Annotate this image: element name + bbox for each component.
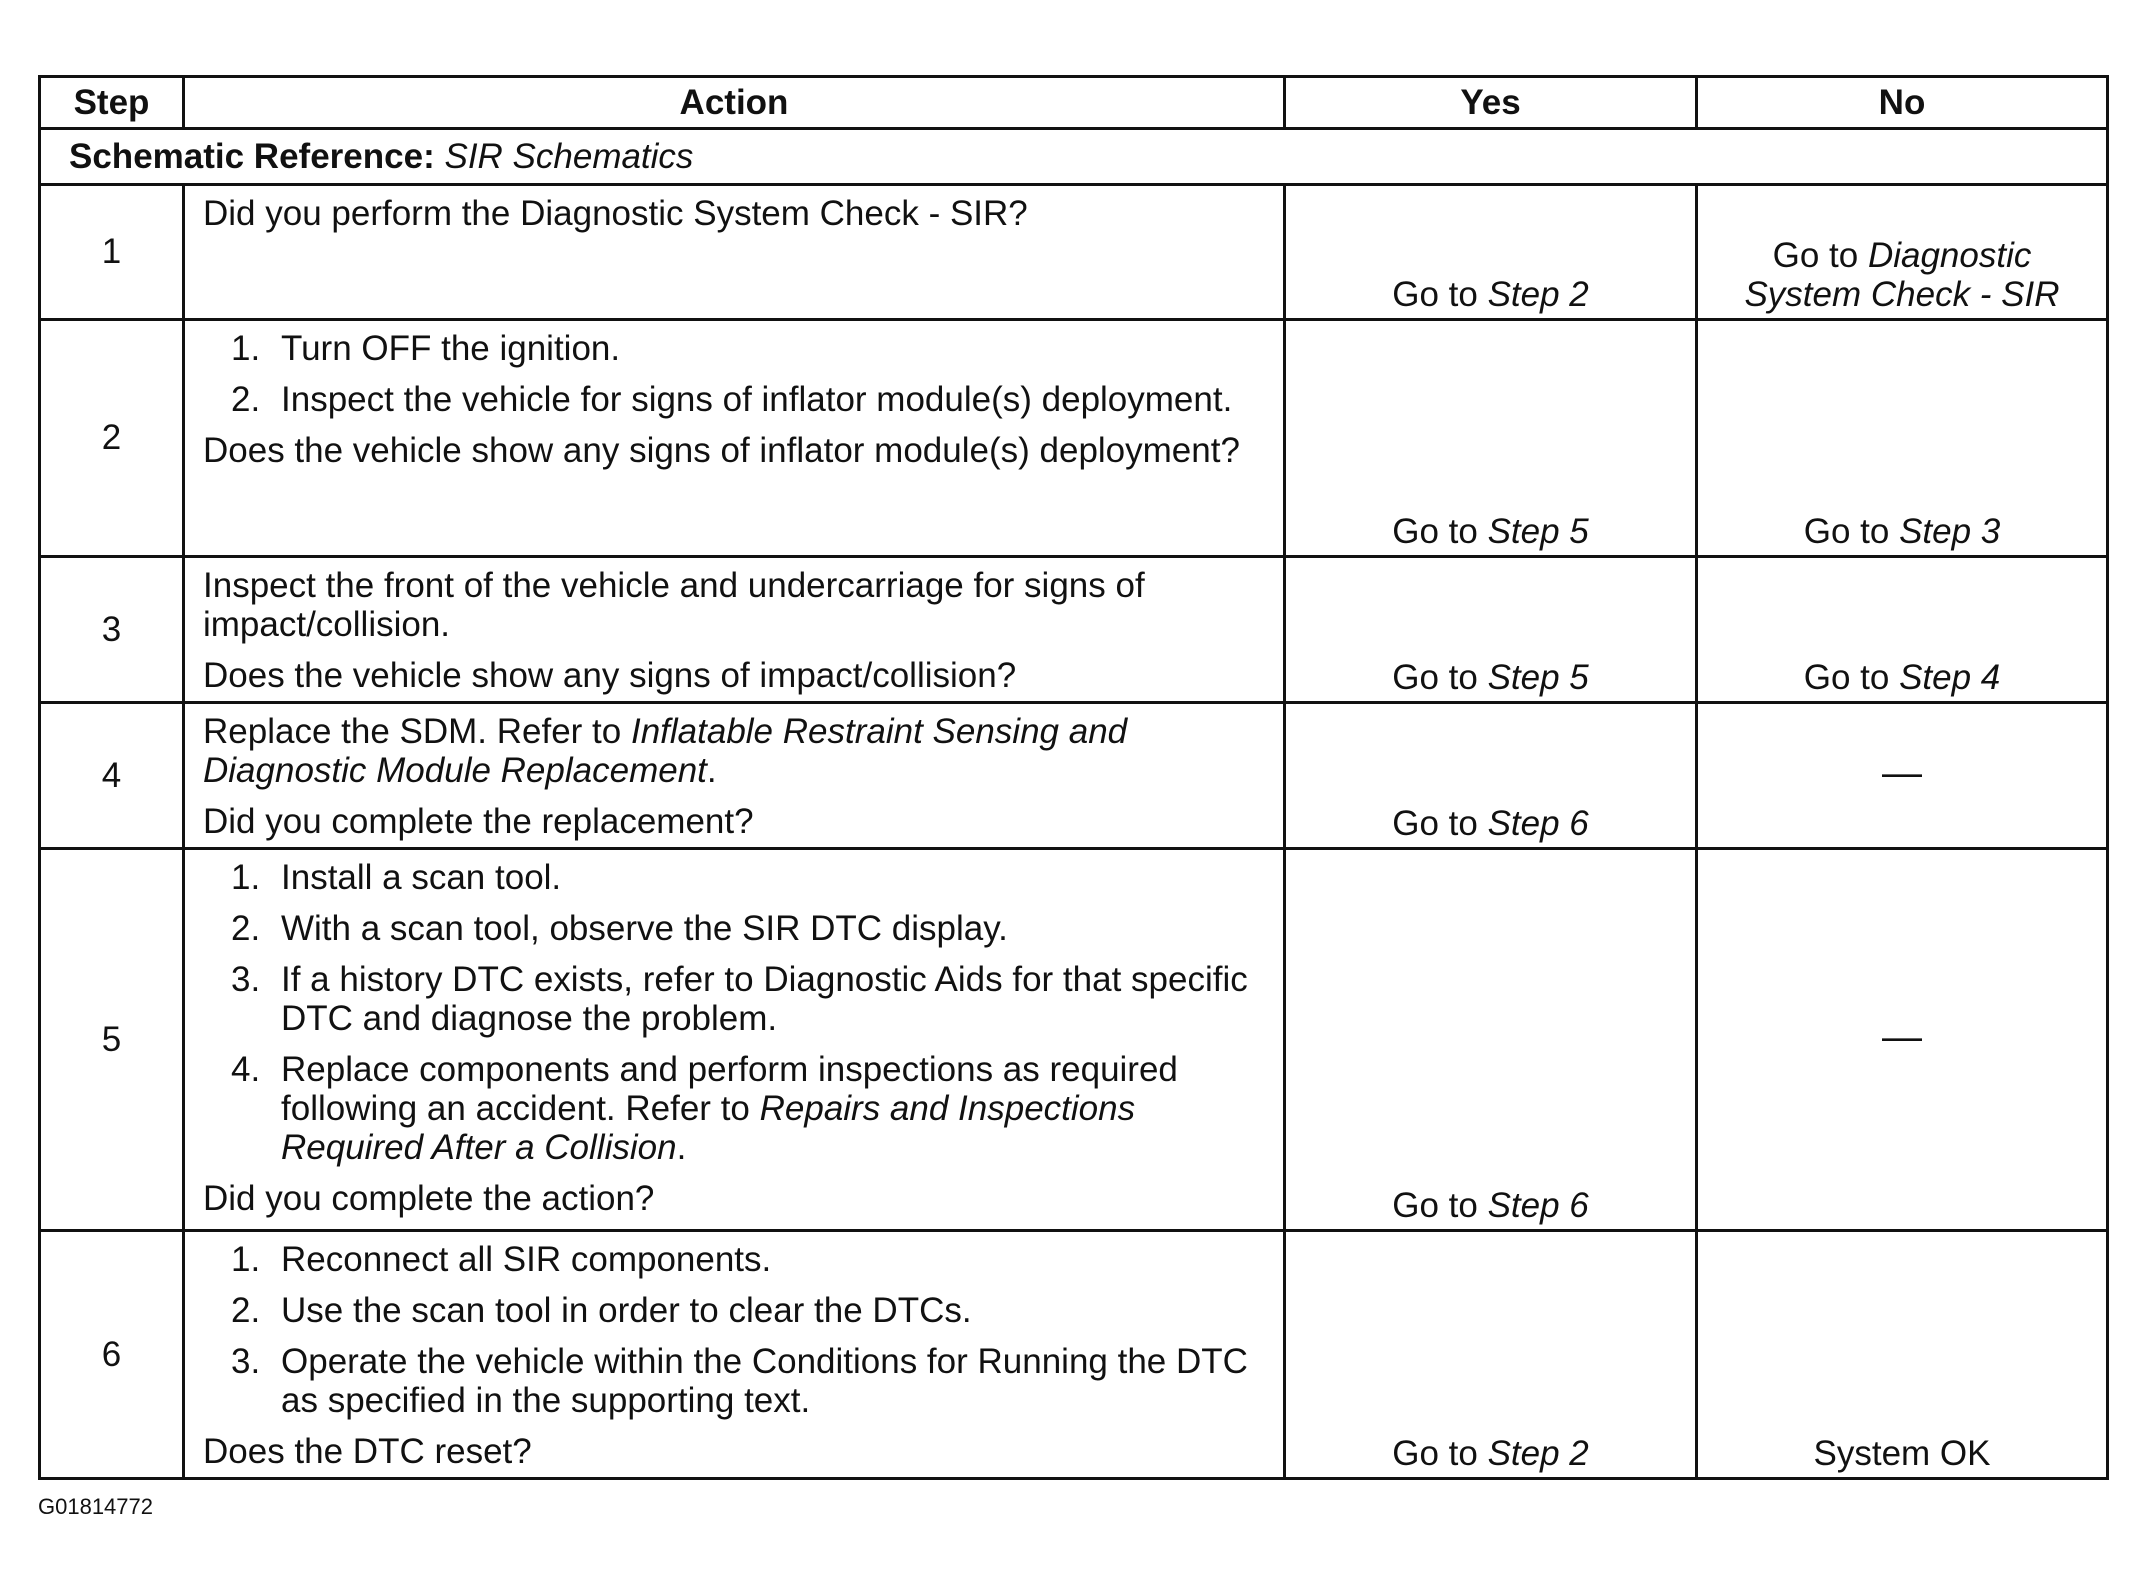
action-cell	[184, 1231, 1285, 1479]
action-cell	[184, 557, 1285, 703]
table-row	[40, 557, 2108, 703]
header-no: No	[1697, 77, 2108, 129]
step-number: 2	[40, 320, 184, 557]
list-number: 1.	[231, 858, 261, 897]
schematic-reference-link[interactable]: SIR Schematics	[444, 136, 694, 176]
action-intro-text: Replace the SDM. Refer to	[203, 712, 631, 751]
action-intro-end: .	[706, 751, 717, 790]
action-question: Does the vehicle show any signs of inflator module(s) deployment?	[203, 431, 1240, 470]
list-item-text: Turn OFF the ignition.	[281, 329, 621, 368]
yes-prefix: Go to	[1392, 512, 1488, 551]
action-cell	[184, 849, 1285, 1231]
step-number: 3	[40, 557, 184, 703]
table-row	[40, 185, 2108, 320]
list-item-text: Reconnect all SIR components.	[281, 1240, 772, 1279]
no-cell	[1697, 557, 2108, 703]
no-prefix: Go to	[1772, 236, 1868, 275]
list-item	[203, 1240, 1263, 1279]
yes-prefix: Go to	[1392, 658, 1488, 697]
list-number: 2.	[231, 1291, 261, 1330]
yes-prefix: Go to	[1392, 804, 1488, 843]
list-item	[203, 960, 1263, 1038]
list-number: 1.	[231, 1240, 261, 1279]
action-list	[203, 858, 1263, 1167]
replacement-link[interactable]: Inflatable Restraint Sensing and Diagnostic Module Replacement	[203, 712, 1128, 790]
list-number: 2.	[231, 909, 261, 948]
no-cell	[1697, 185, 2108, 320]
list-item	[203, 858, 1263, 897]
yes-link[interactable]: Step 2	[1487, 1434, 1589, 1473]
action-question: Did you complete the replacement?	[203, 802, 754, 841]
step-number: 4	[40, 703, 184, 849]
header-action: Action	[184, 77, 1285, 129]
table-row	[40, 849, 2108, 1231]
repairs-link[interactable]: Repairs and Inspections Required After a Collision	[281, 1089, 1136, 1167]
no-cell: —	[1697, 703, 2108, 849]
list-number: 3.	[231, 1342, 261, 1381]
yes-cell	[1285, 849, 1697, 1231]
yes-prefix: Go to	[1392, 1186, 1488, 1225]
list-number: 3.	[231, 960, 261, 999]
list-item	[203, 329, 1263, 368]
action-cell	[184, 320, 1285, 557]
action-intro	[203, 712, 1263, 790]
no-link[interactable]: Step 3	[1899, 512, 2001, 551]
list-item	[203, 1050, 1263, 1167]
yes-cell	[1285, 185, 1697, 320]
yes-cell	[1285, 320, 1697, 557]
list-item-text: Use the scan tool in order to clear the DTCs.	[281, 1291, 972, 1330]
list-number: 1.	[231, 329, 261, 368]
list-item	[203, 1291, 1263, 1330]
no-cell	[1697, 320, 2108, 557]
no-cell: System OK	[1697, 1231, 2108, 1479]
figure-id: G01814772	[38, 1494, 153, 1519]
table-row	[40, 320, 2108, 557]
yes-cell	[1285, 557, 1697, 703]
no-prefix: Go to	[1803, 512, 1900, 551]
yes-prefix: Go to	[1392, 1434, 1488, 1473]
list-item-text: Inspect the vehicle for signs of inflator module(s) deployment.	[281, 380, 1233, 419]
action-list	[203, 329, 1263, 419]
list-item	[203, 1342, 1263, 1420]
action-question: Does the vehicle show any signs of impact/collision?	[203, 656, 1017, 695]
list-number: 4.	[231, 1050, 261, 1089]
yes-link[interactable]: Step 6	[1487, 804, 1589, 843]
step-number: 6	[40, 1231, 184, 1479]
list-item-text: If a history DTC exists, refer to Diagnostic Aids for that specific DTC and diagnose the problem.	[281, 960, 1248, 1038]
diagnostic-table	[38, 75, 2109, 1480]
table-row	[40, 703, 2108, 849]
action-question: Did you complete the action?	[203, 1179, 655, 1218]
list-item-text: Install a scan tool.	[281, 858, 562, 897]
yes-cell	[1285, 703, 1697, 849]
action-intro: Inspect the front of the vehicle and undercarriage for signs of impact/collision.	[203, 566, 1145, 644]
yes-link[interactable]: Step 2	[1487, 275, 1589, 314]
step-number: 1	[40, 185, 184, 320]
header-step: Step	[40, 77, 184, 129]
no-prefix: Go to	[1803, 658, 1900, 697]
table-row	[40, 1231, 2108, 1479]
list-item	[203, 380, 1263, 419]
no-link[interactable]: Diagnostic System Check - SIR	[1744, 236, 2060, 314]
header-row	[40, 77, 2108, 129]
action-cell	[184, 185, 1285, 320]
action-cell	[184, 703, 1285, 849]
list-item	[203, 909, 1263, 948]
list-item-text: Operate the vehicle within the Conditions for Running the DTC as specified in the supporting text.	[281, 1342, 1248, 1420]
no-link[interactable]: Step 4	[1899, 658, 2001, 697]
action-question: Did you perform the Diagnostic System Check - SIR?	[203, 194, 1028, 233]
yes-link[interactable]: Step 5	[1487, 512, 1589, 551]
yes-link[interactable]: Step 5	[1487, 658, 1589, 697]
yes-cell	[1285, 1231, 1697, 1479]
list-item-end: .	[676, 1128, 687, 1167]
list-item-text: With a scan tool, observe the SIR DTC display.	[281, 909, 1008, 948]
schematic-reference-label: Schematic Reference:	[69, 136, 435, 176]
list-item-text: Replace components and perform inspections as required following an accident. Refer to	[281, 1050, 1178, 1128]
action-list	[203, 1240, 1263, 1420]
header-yes: Yes	[1285, 77, 1697, 129]
yes-link[interactable]: Step 6	[1487, 1186, 1589, 1225]
yes-prefix: Go to	[1392, 275, 1488, 314]
list-number: 2.	[231, 380, 261, 419]
schematic-reference-row	[40, 129, 2108, 185]
step-number: 5	[40, 849, 184, 1231]
schematic-reference	[40, 129, 2108, 185]
no-cell: —	[1697, 849, 2108, 1231]
action-question: Does the DTC reset?	[203, 1432, 532, 1471]
